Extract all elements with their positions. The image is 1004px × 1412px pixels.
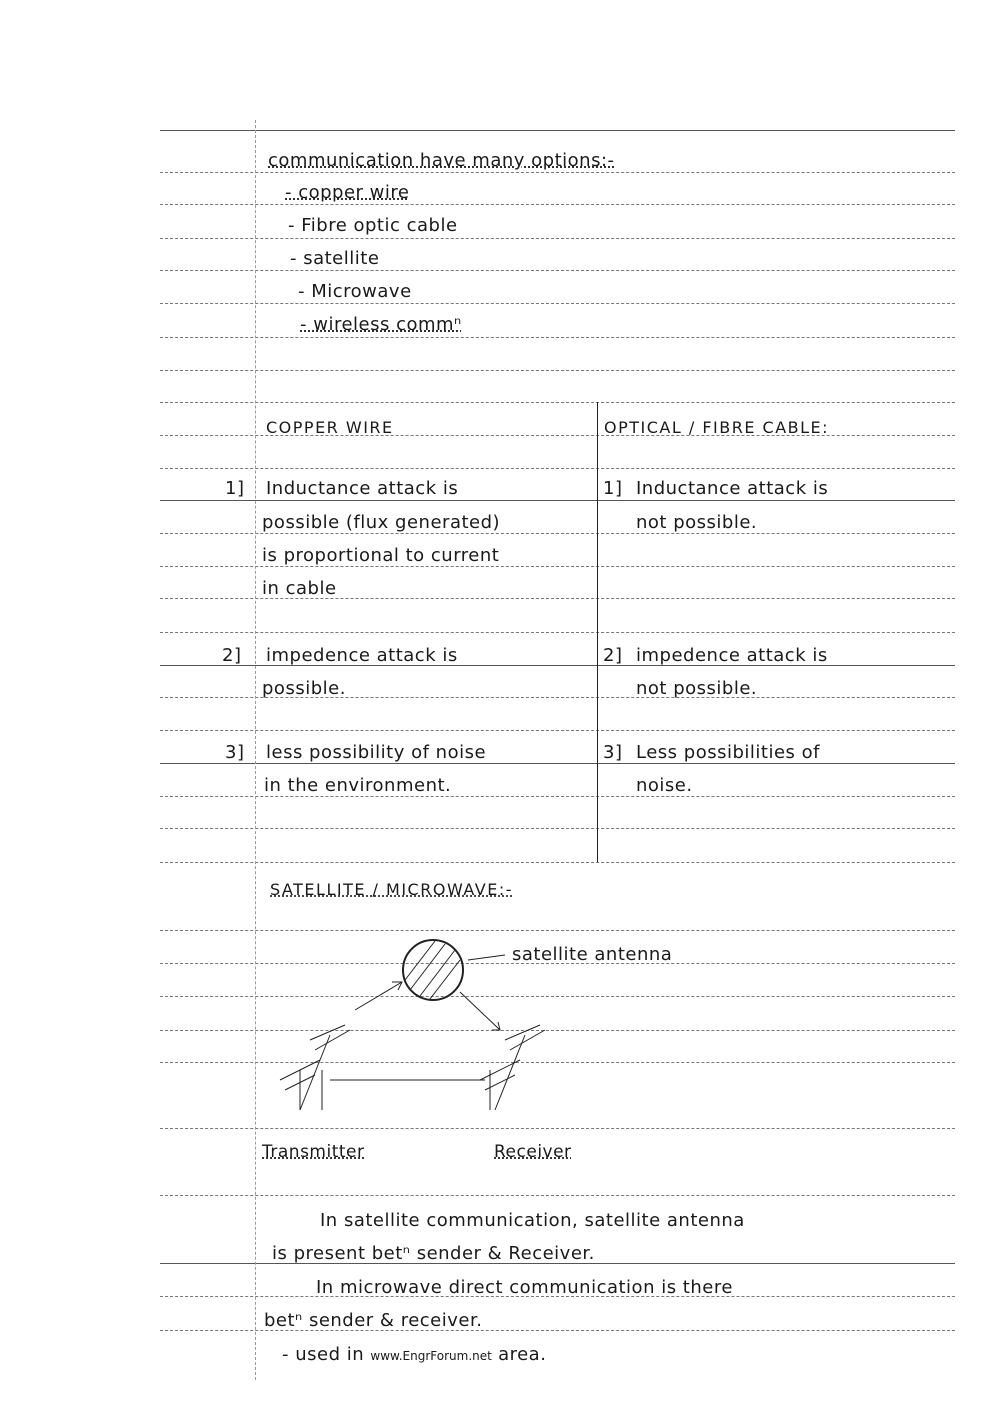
note-text: - used in — [282, 1344, 365, 1365]
watermark: www.EngrForum.net — [370, 1349, 492, 1363]
ruled-line — [160, 238, 955, 239]
transmitter-antenna-icon — [280, 1025, 350, 1110]
optical-point-text: impedence attack is — [636, 645, 828, 666]
note-line: betⁿ sender & receiver. — [264, 1310, 483, 1331]
intro-heading: communication have many options:- — [268, 150, 615, 171]
ruled-line — [160, 828, 955, 829]
row-number: 1] — [225, 478, 245, 499]
ruled-line — [160, 763, 955, 764]
ruled-line — [160, 370, 955, 371]
downlink-arrow — [460, 992, 500, 1030]
copper-point-text: in the environment. — [264, 775, 452, 796]
ruled-line — [160, 130, 955, 131]
option-item: - Microwave — [298, 281, 412, 302]
copper-point-text: in cable — [262, 578, 337, 599]
optical-point-text: Less possibilities of — [636, 742, 820, 763]
optical-fibre-header: OPTICAL / FIBRE CABLE: — [604, 418, 830, 437]
option-item: - satellite — [290, 248, 380, 269]
column-divider — [597, 402, 598, 862]
ruled-line — [160, 337, 955, 338]
copper-point-text: less possibility of noise — [266, 742, 487, 763]
satellite-heading: SATELLITE / MICROWAVE:- — [270, 880, 514, 899]
copper-point-text: is proportional to current — [262, 545, 500, 566]
copper-point-text: possible (flux generated) — [262, 512, 501, 533]
row-number: 3] — [225, 742, 245, 763]
option-item: - wireless commⁿ — [300, 314, 462, 335]
margin-line — [255, 120, 256, 1380]
optical-point-text: not possible. — [636, 678, 758, 699]
antenna-label: satellite antenna — [512, 944, 673, 965]
ruled-line — [160, 533, 955, 534]
ruled-line — [160, 270, 955, 271]
ruled-line — [160, 468, 955, 469]
ruled-line — [160, 566, 955, 567]
ruled-line — [160, 1195, 955, 1196]
ruled-line — [160, 632, 955, 633]
ruled-line — [160, 204, 955, 205]
note-line: In microwave direct communication is there — [316, 1277, 733, 1298]
ruled-line — [160, 402, 955, 403]
option-item: - Fibre optic cable — [288, 215, 458, 236]
note-text: area. — [498, 1344, 547, 1365]
note-line: is present betⁿ sender & Receiver. — [272, 1243, 595, 1264]
receiver-label: Receiver — [494, 1142, 572, 1162]
note-line — [282, 1344, 546, 1365]
ruled-line — [160, 730, 955, 731]
copper-point-text: Inductance attack is — [266, 478, 459, 499]
option-item: - copper wire — [285, 182, 410, 203]
copper-point-text: possible. — [262, 678, 346, 699]
note-line: In satellite communication, satellite antenna — [320, 1210, 745, 1231]
transmitter-label: Transmitter — [262, 1142, 365, 1162]
row-number: 3] — [603, 742, 623, 763]
ruled-line — [160, 303, 955, 304]
row-number: 1] — [603, 478, 623, 499]
ruled-line — [160, 172, 955, 173]
optical-point-text: Inductance attack is — [636, 478, 829, 499]
row-number: 2] — [222, 645, 242, 666]
uplink-arrow — [355, 982, 402, 1010]
receiver-antenna-icon — [480, 1025, 545, 1110]
ruled-line — [160, 862, 955, 863]
arrow-pointer — [468, 955, 505, 960]
optical-point-text: not possible. — [636, 512, 758, 533]
row-number: 2] — [603, 645, 623, 666]
ruled-line — [160, 500, 955, 501]
copper-point-text: impedence attack is — [266, 645, 458, 666]
ruled-line — [160, 796, 955, 797]
optical-point-text: noise. — [636, 775, 693, 796]
satellite-antenna-icon — [403, 940, 463, 1000]
copper-wire-header: COPPER WIRE — [266, 418, 394, 437]
